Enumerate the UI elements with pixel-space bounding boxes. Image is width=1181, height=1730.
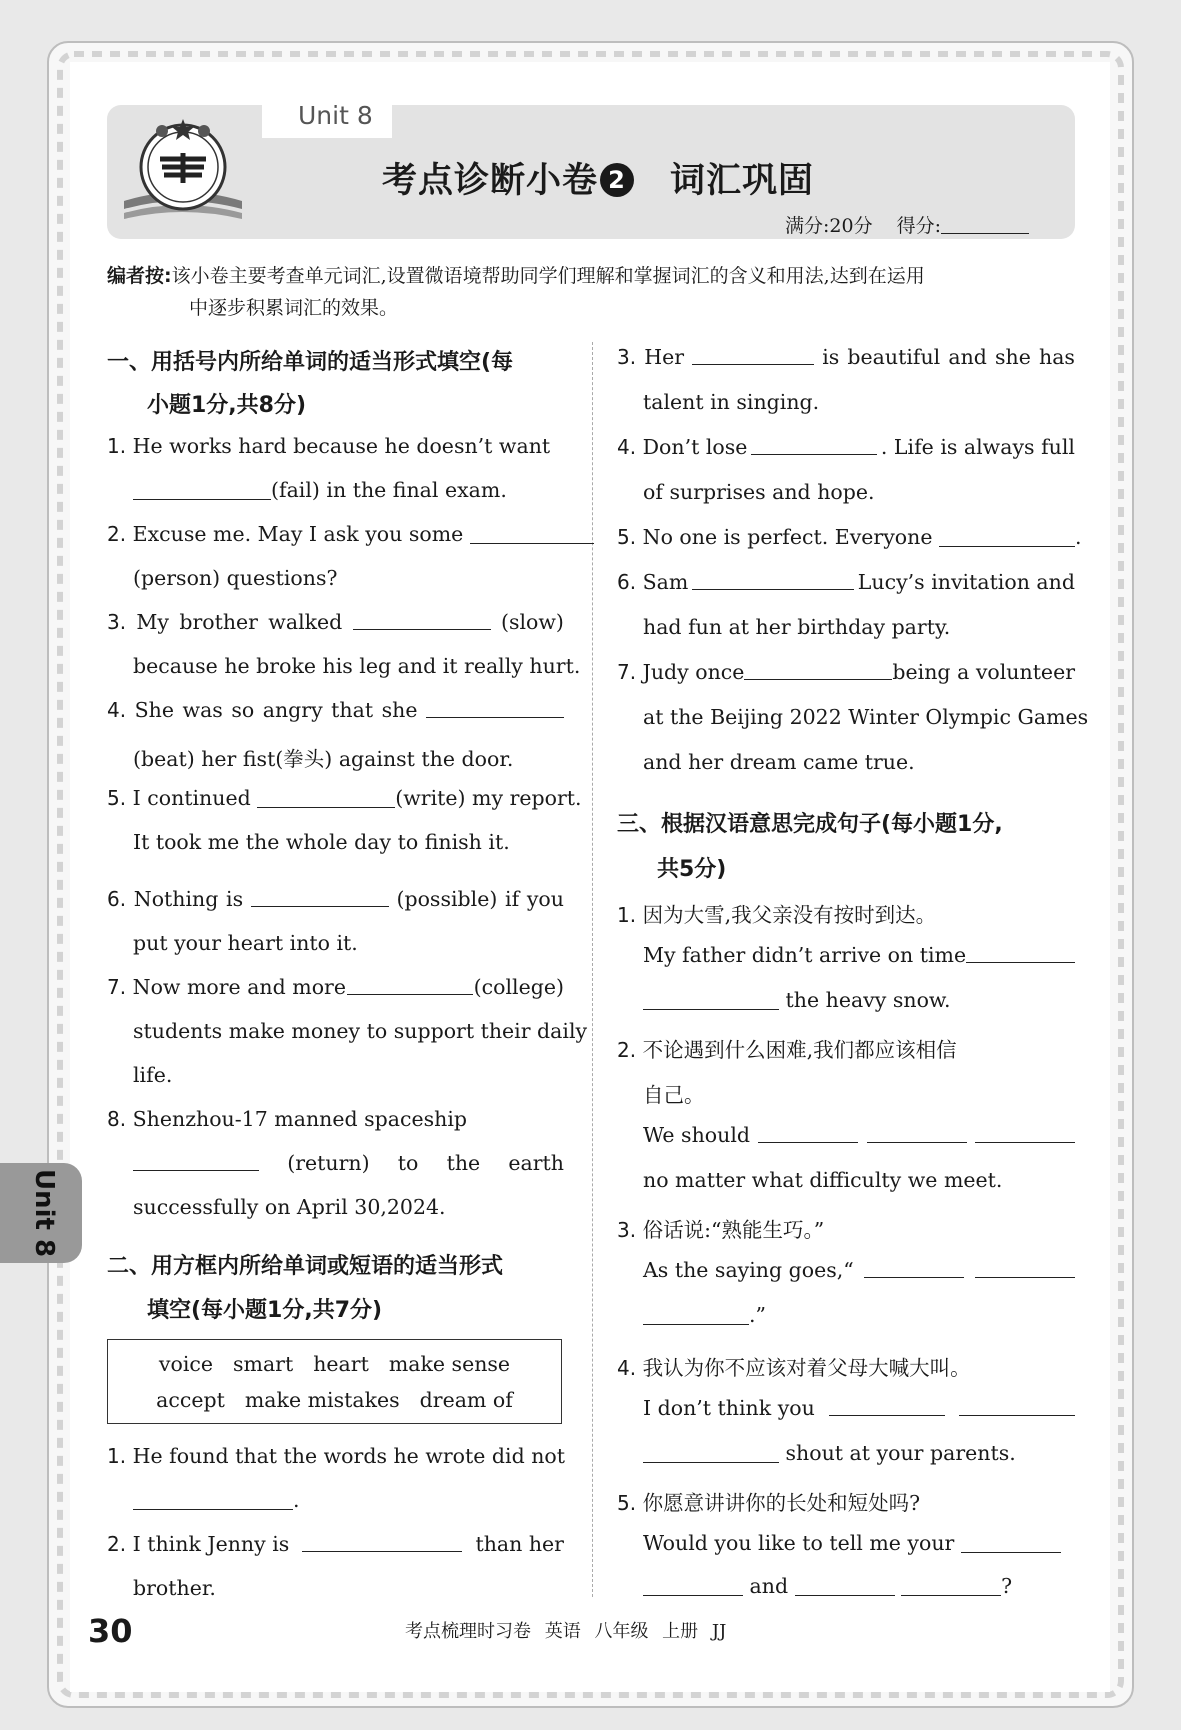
publisher-logo-icon <box>122 113 244 225</box>
s1-q1-line2: (fail) in the final exam. <box>107 478 507 502</box>
word-bank-box <box>107 1339 562 1424</box>
editor-note-line2: 中逐步积累词汇的效果。 <box>189 297 399 319</box>
s1-q8-line3: successfully on April 30,2024. <box>133 1195 446 1219</box>
s2-q4: 4. Don’t lose . Life is always full <box>617 435 1075 459</box>
answer-blank[interactable] <box>643 1576 743 1596</box>
answer-blank[interactable] <box>959 1396 1075 1416</box>
unit-side-tab <box>0 1163 82 1263</box>
s1-q5-line2: It took me the whole day to finish it. <box>133 830 510 854</box>
s1-q4-line2: (beat) her fist(拳头) against the door. <box>133 747 514 771</box>
s3-q5-line2: Would you like to tell me your <box>617 1531 1061 1555</box>
s3-q3: 3. 俗话说:“熟能生巧。” <box>617 1218 825 1242</box>
s3-q5: 5. 你愿意讲讲你的长处和短处吗? <box>617 1491 921 1515</box>
s2-q1-line2: . <box>107 1488 300 1512</box>
word-bank-item: heart <box>313 1352 369 1376</box>
answer-blank[interactable] <box>829 1396 945 1416</box>
s1-q2: 2. Excuse me. May I ask you some <box>107 522 564 546</box>
s1-q3-line2: because he broke his leg and it really hurt. <box>133 654 581 678</box>
answer-blank[interactable] <box>133 1151 259 1171</box>
section1-title-line2: 小题1分,共8分) <box>147 393 307 418</box>
word-bank-item: smart <box>233 1352 294 1376</box>
s1-q6-line2: put your heart into it. <box>133 931 358 955</box>
answer-blank[interactable] <box>744 660 892 680</box>
answer-blank[interactable] <box>975 1258 1075 1278</box>
unit-tag: Unit 8 <box>298 101 373 130</box>
s1-q5: 5. I continued (write) my report. <box>107 786 582 810</box>
answer-blank[interactable] <box>257 788 395 808</box>
title-part-a: 考点诊断小卷 <box>382 161 599 201</box>
s1-q1: 1. He works hard because he doesn’t want <box>107 434 551 458</box>
word-bank-item: make sense <box>388 1352 511 1376</box>
section1-title: 一、用括号内所给单词的适当形式填空(每 <box>107 350 514 375</box>
title-number-badge: 2 <box>600 163 634 197</box>
s2-q7: 7. Judy once being a volunteer <box>617 660 1075 684</box>
section3-title-line2: 共5分) <box>657 857 727 882</box>
s2-q3: 3. Her is beautiful and she has <box>617 345 1075 369</box>
word-bank-row1 <box>108 1352 561 1376</box>
editor-note-line1: 该小卷主要考查单元词汇,设置微语境帮助同学们理解和掌握词汇的含义和用法,达到在运用 <box>171 265 925 287</box>
editor-note-label: 编者按: <box>107 265 172 287</box>
full-score: 满分:20分 <box>785 215 873 237</box>
answer-blank[interactable] <box>975 1123 1075 1143</box>
page-title <box>382 153 814 203</box>
s2-q7-line3: and her dream came true. <box>643 750 915 774</box>
s1-q8-line2: (return) to the earth <box>107 1151 564 1175</box>
answer-blank[interactable] <box>347 975 473 995</box>
score-line <box>785 211 1029 238</box>
section2-title-line2: 填空(每小题1分,共7分) <box>147 1298 383 1323</box>
s3-q2-line3: no matter what difficulty we meet. <box>643 1168 1003 1192</box>
answer-blank[interactable] <box>133 1490 293 1510</box>
answer-blank[interactable] <box>751 435 877 455</box>
answer-blank[interactable] <box>353 610 491 630</box>
s1-q6: 6. Nothing is (possible) if you <box>107 887 564 911</box>
s2-q6: 6. Sam Lucy’s invitation and <box>617 570 1075 594</box>
answer-blank[interactable] <box>758 1123 858 1143</box>
answer-blank[interactable] <box>961 1533 1061 1553</box>
answer-blank[interactable] <box>901 1576 1001 1596</box>
answer-blank[interactable] <box>643 1305 749 1325</box>
answer-blank[interactable] <box>692 570 854 590</box>
answer-blank[interactable] <box>251 887 389 907</box>
s2-q1: 1. He found that the words he wrote did not <box>107 1444 566 1468</box>
s3-q1-line2: My father didn’t arrive on time <box>617 943 1075 967</box>
s3-q1-line3: the heavy snow. <box>617 988 951 1012</box>
s2-q2-line2: brother. <box>133 1576 216 1600</box>
s3-q3-line2: As the saying goes,“ <box>617 1258 1075 1282</box>
s2-q5: 5. No one is perfect. Everyone . <box>617 525 1082 549</box>
s1-q4: 4. She was so angry that she <box>107 698 564 722</box>
answer-blank[interactable] <box>867 1123 967 1143</box>
s1-q7-line2: students make money to support their daily <box>133 1019 588 1043</box>
answer-blank[interactable] <box>470 524 594 544</box>
s1-q8: 8. Shenzhou-17 manned spaceship <box>107 1107 468 1131</box>
section2-title: 二、用方框内所给单词或短语的适当形式 <box>107 1254 504 1279</box>
s3-q2-zh2: 自己。 <box>643 1083 705 1107</box>
s2-q4-line2: of surprises and hope. <box>643 480 875 504</box>
word-bank-item: make mistakes <box>244 1388 400 1412</box>
word-bank-item: voice <box>158 1352 213 1376</box>
answer-blank[interactable] <box>692 345 814 365</box>
s3-q2-line2: We should <box>617 1123 1075 1147</box>
score-label: 得分: <box>896 215 942 237</box>
score-blank[interactable] <box>941 218 1029 234</box>
answer-blank[interactable] <box>643 990 779 1010</box>
s2-q3-line2: talent in singing. <box>643 390 820 414</box>
s3-q4-line3: shout at your parents. <box>617 1441 1016 1465</box>
answer-blank[interactable] <box>133 480 271 500</box>
answer-blank[interactable] <box>966 943 1075 963</box>
s1-q2-line2: (person) questions? <box>133 566 338 590</box>
s1-q7: 7. Now more and more (college) <box>107 975 564 999</box>
answer-blank[interactable] <box>426 698 564 718</box>
unit-side-tab-label: Unit 8 <box>29 1168 59 1258</box>
footer-text: 考点梳理时习卷 英语 八年级 上册 JJ <box>405 1621 727 1642</box>
s2-q6-line2: had fun at her birthday party. <box>643 615 951 639</box>
word-bank-item: dream of <box>419 1388 513 1412</box>
s3-q1: 1. 因为大雪,我父亲没有按时到达。 <box>617 903 937 927</box>
s3-q3-line3: .” <box>617 1303 766 1327</box>
s2-q2: 2. I think Jenny is than her <box>107 1532 564 1556</box>
section3-title: 三、根据汉语意思完成句子(每小题1分, <box>617 812 1003 837</box>
answer-blank[interactable] <box>939 527 1075 547</box>
s2-q7-line2: at the Beijing 2022 Winter Olympic Games <box>643 705 1089 729</box>
answer-blank[interactable] <box>864 1258 964 1278</box>
s1-q3: 3. My brother walked (slow) <box>107 610 564 634</box>
answer-blank[interactable] <box>302 1532 462 1552</box>
answer-blank[interactable] <box>643 1443 779 1463</box>
s3-q2: 2. 不论遇到什么困难,我们都应该相信 <box>617 1038 957 1062</box>
s3-q4-line2: I don’t think you <box>617 1396 1075 1420</box>
word-bank-row2 <box>108 1388 561 1412</box>
answer-blank[interactable] <box>795 1576 895 1596</box>
s3-q5-line3: and ? <box>617 1574 1012 1598</box>
s3-q4: 4. 我认为你不应该对着父母大喊大叫。 <box>617 1356 971 1380</box>
s1-q7-line3: life. <box>133 1063 173 1087</box>
page-number: 30 <box>88 1612 133 1650</box>
word-bank-item: accept <box>156 1388 225 1412</box>
title-part-b: 词汇巩固 <box>670 161 815 201</box>
